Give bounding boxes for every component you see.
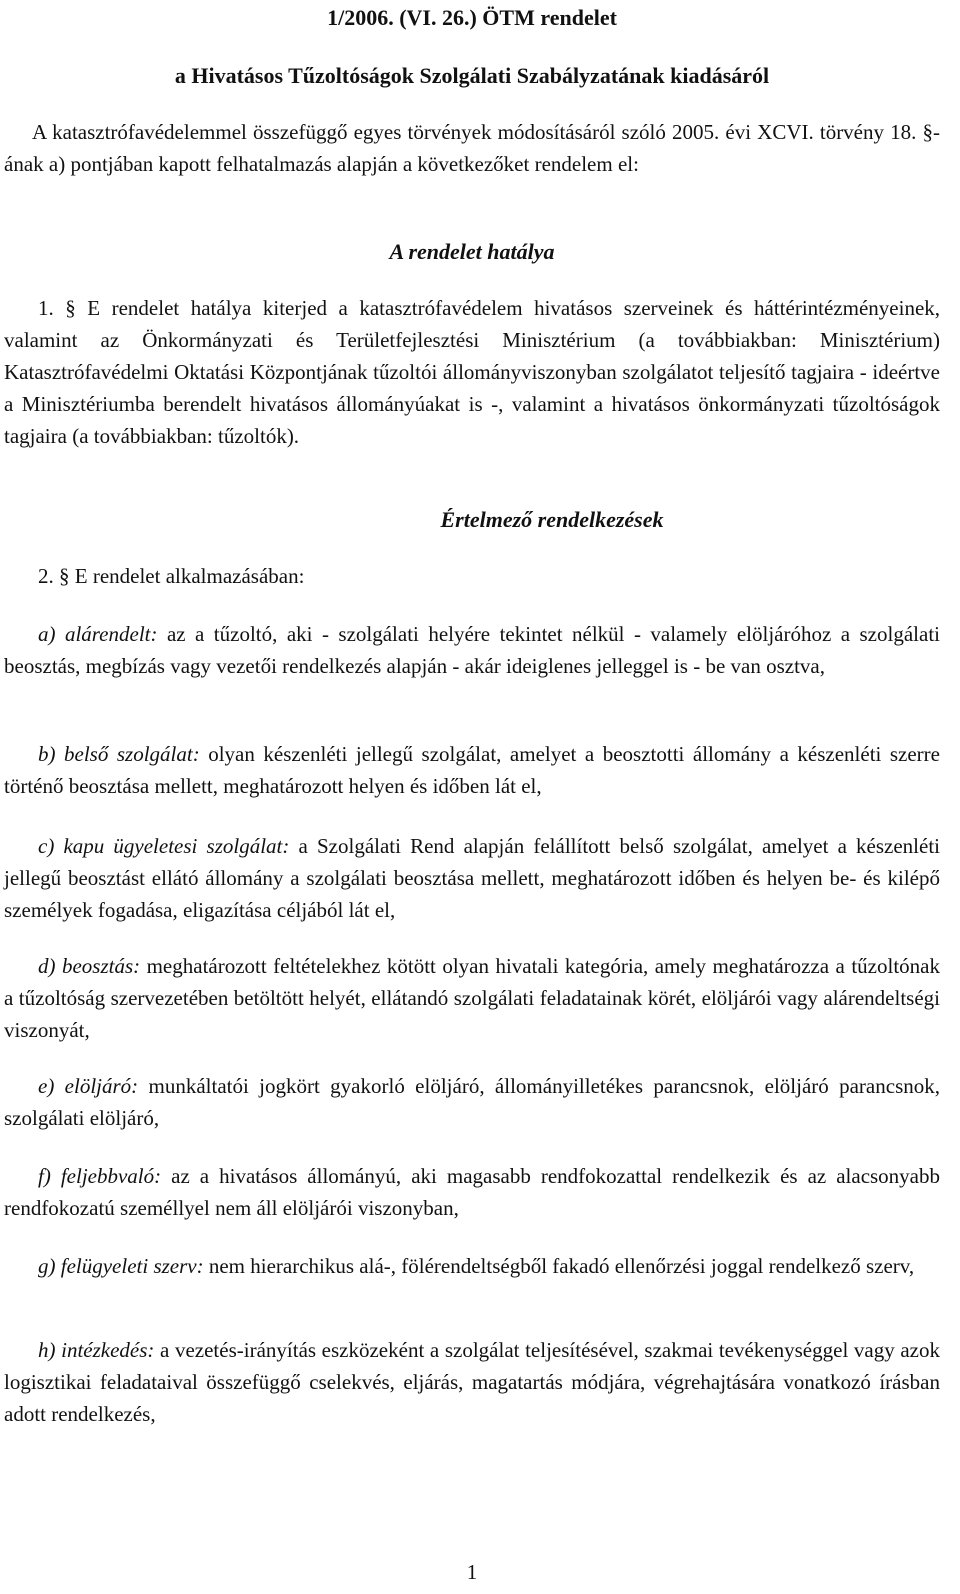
definition-item (4, 618, 940, 682)
page-number: 1 (466, 1560, 478, 1584)
definition-text: a vezetés-irányítás eszközeként a szolgálat teljesítésével, szakmai tevékenységgel vagy azok logisztikai feladataival összefüggő cselekvés, eljárás, magatartás módjára, végrehajtására vonatkozó írásban adott rendelkezés, (4, 1338, 940, 1426)
section-sign: § (59, 564, 70, 588)
preamble-paragraph (4, 116, 940, 180)
definition-item (4, 1160, 940, 1224)
definition-term: a) alárendelt: (38, 622, 158, 646)
section-heading-definitions: Értelmező rendelkezések (440, 507, 664, 532)
definition-term: e) elöljáró: (38, 1074, 139, 1098)
definition-text: meghatározott feltételekhez kötött olyan hivatali kategória, amely meghatározza a tűzoltónak a tűzoltóság szervezetében betöltött helyét, ellátandó szolgálati feladatainak körét, elöljárói vagy alárendeltségi viszonyát, (4, 954, 940, 1042)
definition-item (4, 1334, 940, 1430)
section-2-number: 2. (38, 564, 54, 588)
definition-item (4, 1070, 940, 1134)
section-sign: § (65, 296, 76, 320)
definition-term: c) kapu ügyeletesi szolgálat: (38, 834, 290, 858)
definition-item (4, 830, 940, 926)
regulation-number-title: 1/2006. (VI. 26.) ÖTM rendelet (327, 5, 617, 30)
definition-text: olyan készenléti jellegű szolgálat, amelyet a beosztotti állomány a készenléti szerre történő beosztása mellett, meghatározott helyen és időben lát el, (4, 742, 940, 798)
definition-item (4, 950, 940, 1046)
preamble-text: A katasztrófavédelemmel összefüggő egyes törvények módosításáról szóló 2005. évi XCVI. törvény 18. §-ának a) pontjában kapott felhatalmazás alapján a következőket rendelem el: (4, 120, 940, 176)
section-heading-scope: A rendelet hatálya (389, 239, 555, 264)
definition-term: b) belső szolgálat: (38, 742, 200, 766)
definition-text: az a tűzoltó, aki - szolgálati helyére tekintet nélkül - valamely elöljáróhoz a szolgálati beosztás, megbízás vagy vezetői rendelkezés alapján - akár ideiglenes jelleggel is - be van osztva, (4, 622, 940, 678)
section-2-paragraph (38, 560, 938, 592)
definition-term: f) feljebbvaló: (38, 1164, 162, 1188)
definition-term: d) beosztás: (38, 954, 141, 978)
document-page (4, 0, 940, 1594)
definition-item (4, 1250, 940, 1282)
definition-term: h) intézkedés: (38, 1338, 155, 1362)
regulation-subject-title: a Hivatásos Tűzoltóságok Szolgálati Szabályzatának kiadásáról (174, 63, 770, 88)
definition-text: a Szolgálati Rend alapján felállított belső szolgálat, amelyet a készenléti jellegű beosztást ellátó állomány a szolgálati beosztása mellett, meghatározott időben és helyen be- és kilépő személyek fogadása, eligazítása céljából lát el, (4, 834, 941, 922)
definition-text: nem hierarchikus alá-, fölérendeltségből fakadó ellenőrzési joggal rendelkező szerv, (203, 1254, 915, 1278)
section-1-paragraph (4, 292, 940, 452)
section-2-text: E rendelet alkalmazásában: (74, 564, 305, 588)
section-1-text: E rendelet hatálya kiterjed a katasztrófavédelem hivatásos szerveinek és háttérintézményeinek, valamint az Önkormányzati és Területfejlesztési Minisztérium (a továbbiakban: Minisztérium) Katasztrófavédelmi Oktatási Központjának tűzoltói állományviszonyban szolgálatot teljesítő tagjaira - ideértve a Minisztériumba berendelt hivatásos állományúakat is -, valamint a hivatásos önkormányzati tűzoltóságok tagjaira (a továbbiakban: tűzoltók). (4, 296, 941, 448)
definition-text: munkáltatói jogkört gyakorló elöljáró, állományilletékes parancsnok, elöljáró parancsnok, szolgálati elöljáró, (4, 1074, 940, 1130)
definition-term: g) felügyeleti szerv: (38, 1254, 204, 1278)
definition-text: az a hivatásos állományú, aki magasabb rendfokozattal rendelkezik és az alacsonyabb rendfokozatú személlyel nem áll elöljárói viszonyban, (4, 1164, 941, 1220)
section-1-number: 1. (38, 296, 54, 320)
definition-item (4, 738, 940, 802)
